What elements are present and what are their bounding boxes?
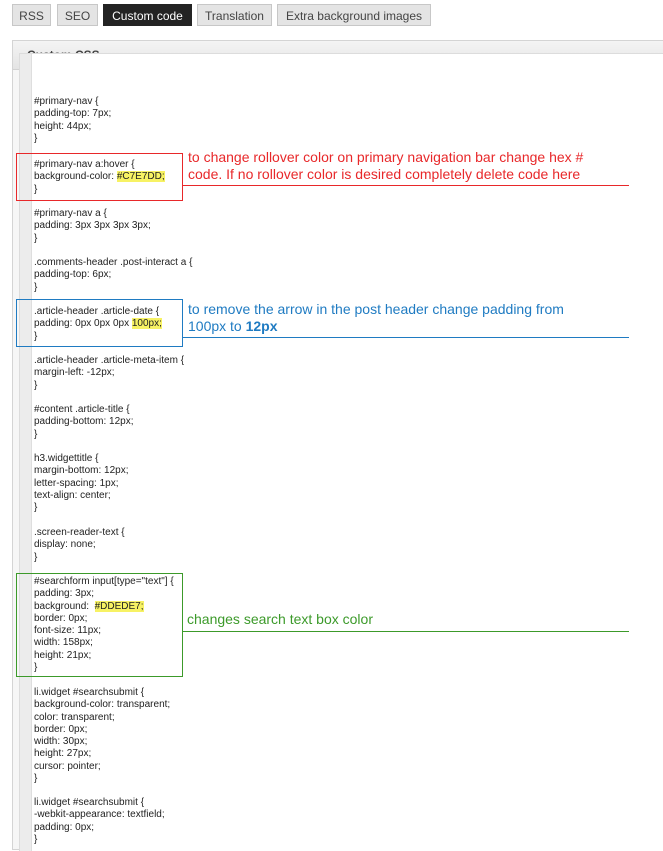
code-line: } <box>34 502 38 514</box>
code-block-article-meta-item <box>34 355 184 392</box>
code-line: padding: 3px; <box>34 588 95 600</box>
code-line: letter-spacing: 1px; <box>34 477 119 489</box>
code-block-widgettitle <box>34 453 129 514</box>
tab-seo[interactable]: SEO <box>57 4 98 26</box>
code-block-primary-nav-a <box>34 208 151 245</box>
code-line: margin-bottom: 12px; <box>34 465 129 477</box>
code-block-searchsubmit <box>34 687 170 785</box>
code-line: } <box>34 379 38 391</box>
tab-rss[interactable]: RSS <box>12 4 51 26</box>
code-line: } <box>34 232 38 244</box>
code-block-searchsubmit-webkit <box>34 797 165 846</box>
search-annotation-box <box>16 573 183 677</box>
code-line: height: 21px; <box>34 649 92 661</box>
code-line: padding-top: 6px; <box>34 269 112 281</box>
code-line: display: none; <box>34 539 96 551</box>
code-block-primary-nav <box>34 96 111 145</box>
code-line: .comments-header .post-interact a { <box>34 257 193 268</box>
annotation-line: to change rollover color on primary navigation bar change hex # <box>188 149 584 165</box>
code-line: #primary-nav a { <box>34 208 107 219</box>
code-line: h3.widgettitle { <box>34 453 99 464</box>
hex-highlight: #DDEDE7; <box>94 600 144 612</box>
code-line: #primary-nav { <box>34 96 99 107</box>
annotation-text: 100px to <box>188 318 246 334</box>
code-line: text-align: center; <box>34 489 111 501</box>
arrow-annotation-box <box>16 299 183 347</box>
code-line: } <box>34 551 38 563</box>
code-line: font-size: 11px; <box>34 625 102 637</box>
search-annotation-underline <box>183 631 629 632</box>
code-text: background: <box>34 600 95 612</box>
arrow-annotation-underline <box>183 337 629 338</box>
code-line: width: 158px; <box>34 637 93 649</box>
code-line: .article-header .article-date { <box>34 306 160 317</box>
rollover-annotation-box <box>16 153 183 201</box>
tab-bar <box>0 0 663 34</box>
rollover-annotation-text <box>188 149 658 183</box>
code-line: } <box>34 183 38 195</box>
code-line: border: 0px; <box>34 723 88 735</box>
code-line: height: 27px; <box>34 748 92 760</box>
code-line: #primary-nav a:hover { <box>34 159 135 170</box>
code-line: } <box>34 773 38 785</box>
code-line: } <box>34 428 38 440</box>
code-line: li.widget #searchsubmit { <box>34 797 145 808</box>
code-line: li.widget #searchsubmit { <box>34 687 145 698</box>
code-line: color: transparent; <box>34 711 115 723</box>
code-line: .article-header .article-meta-item { <box>34 355 185 366</box>
search-annotation-text: changes search text box color <box>187 611 373 627</box>
code-line: margin-left: -12px; <box>34 367 115 379</box>
code-line: padding-bottom: 12px; <box>34 416 134 428</box>
code-line: border: 0px; <box>34 612 88 624</box>
annotation-line: code. If no rollover color is desired completely delete code here <box>188 166 581 182</box>
code-block-comments-header <box>34 257 192 294</box>
tab-custom-code[interactable]: Custom code <box>103 4 192 26</box>
annotation-line: to remove the arrow in the post header change padding from <box>188 301 564 317</box>
arrow-annotation-text <box>188 301 648 335</box>
code-line: #searchform input[type="text"] { <box>34 576 174 587</box>
code-line: width: 30px; <box>34 736 88 748</box>
hex-highlight: #C7E7DD; <box>116 171 165 183</box>
padding-highlight: 100px; <box>131 318 162 330</box>
code-block-article-title <box>34 404 134 441</box>
code-line: #content .article-title { <box>34 404 130 415</box>
code-line: padding-top: 7px; <box>34 108 112 120</box>
code-line: } <box>34 132 38 144</box>
code-text: background-color: <box>34 171 117 183</box>
annotation-line <box>188 318 648 335</box>
code-text: padding: 0px 0px 0px <box>34 318 132 330</box>
tab-extra-background-images[interactable]: Extra background images <box>277 4 431 26</box>
code-line: } <box>34 833 38 845</box>
code-line: } <box>34 662 38 674</box>
code-block-screen-reader-text <box>34 527 125 564</box>
annotation-bold-value: 12px <box>245 318 278 334</box>
code-line: padding: 0px; <box>34 821 95 833</box>
code-line: padding: 3px 3px 3px 3px; <box>34 220 151 232</box>
code-line: background-color: transparent; <box>34 699 171 711</box>
code-line: cursor: pointer; <box>34 760 101 772</box>
code-line: -webkit-appearance: textfield; <box>34 809 165 821</box>
code-line: .screen-reader-text { <box>34 527 125 538</box>
tab-translation[interactable]: Translation <box>197 4 272 26</box>
code-line: height: 44px; <box>34 120 92 132</box>
code-line: } <box>34 330 38 342</box>
code-line: } <box>34 281 38 293</box>
rollover-annotation-underline <box>183 185 629 186</box>
